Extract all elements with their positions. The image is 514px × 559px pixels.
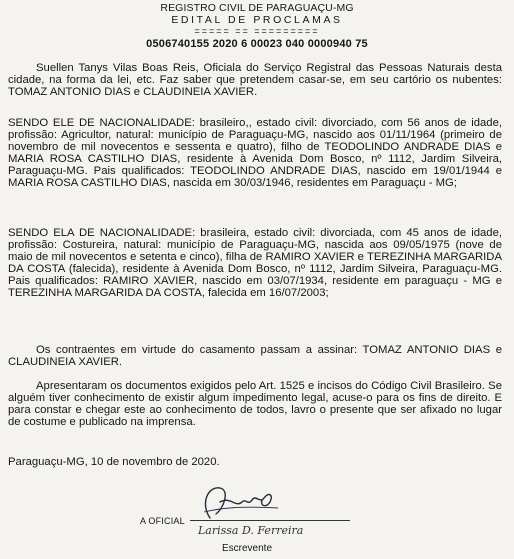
groom-details: : brasileiro,, estado civil: divorciado, com 56 anos de idade, profissão: Agricultor, natural: município de Paraguaçu-MG, nascido aos 01/11/1964 (primeiro de novembro de mil novecentos e sessenta e quatro), filho de TEODOLINDO ANDRADE DIAS e MARIA ROSA CASTILHO DIAS, residente à Avenida Dom Bosco, nº 1112, Jardim Silveira, Paraguaçu-MG. Pais qualificados: TEODOLINDO ANDRADE DIAS, nascido em 19/01/1944 e MARIA ROSA CASTILHO DIAS, nascida em 30/03/1946, residentes em Paraguaçu - MG; xyxy=(8,117,502,189)
handwritten-signature xyxy=(190,478,290,526)
registration-code: 0506740155 2020 6 00023 040 0000940 75 xyxy=(146,38,368,50)
signer-name: Larissa D. Ferreira xyxy=(198,524,304,537)
document-title: EDITAL DE PROCLAMAS xyxy=(171,14,343,26)
groom-heading: SENDO ELE DE NACIONALIDADE xyxy=(8,117,192,129)
bride-paragraph xyxy=(8,228,502,299)
signing-paragraph xyxy=(8,345,502,369)
date-line: Paraguaçu-MG, 10 de novembro de 2020. xyxy=(8,456,220,468)
bride-heading: SENDO ELA DE NACIONALIDADE xyxy=(8,227,193,239)
intro-paragraph xyxy=(8,63,502,99)
documents-text: Apresentaram os documentos exigidos pelo Art. 1525 e incisos do Código Civil Brasileiro. Se alguém tiver conhecimento de existir algum impedimento legal, acuse-o para os fins de direito. E para constar e chegar este ao conhecimento de todos, lavro o presente que ser afixado no lugar de costume e publicado na imprensa. xyxy=(8,380,502,428)
registry-title: REGISTRO CIVIL DE PARAGUAÇU-MG xyxy=(160,2,354,14)
bride-details: : brasileira, estado civil: divorciada, com 45 anos de idade, profissão: Costureira, natural: município de Paraguaçu-MG, nascida aos 09/05/1975 (nove de maio de mil novecentos e setenta e cinco), filha de RAMIRO XAVIER e TEREZINHA MARGARIDA DA COSTA (falecida), residente à Avenida Dom Bosco, nº 1112, Jardim Silveira, Paraguaçu-MG. Pais qualificados: RAMIRO XAVIER, nascido em 03/07/1934, residente em paraguaçu - MG e TEREZINHA MARGARIDA DA COSTA, falecida em 16/07/2003; xyxy=(8,227,502,299)
signing-text: Os contraentes em virtude do casamento passam a assinar: TOMAZ ANTONIO DIAS e CLAUDINEIA XAVIER. xyxy=(8,344,502,368)
groom-paragraph xyxy=(8,118,502,189)
signer-role: Escrevente xyxy=(222,543,273,554)
title-underline: ===== == ========= xyxy=(194,26,320,36)
documents-paragraph xyxy=(8,381,502,429)
intro-text: Suellen Tanys Vilas Boas Reis, Oficiala do Serviço Registral das Pessoas Naturais desta cidade, na forma da lei, etc. Faz saber que pretendem casar-se, em seu cartório os nubentes: TOMAZ ANTONIO DIAS e CLAUDINEIA XAVIER. xyxy=(8,62,502,98)
signature-line xyxy=(190,520,350,521)
signature-label: A OFICIAL xyxy=(140,516,185,526)
